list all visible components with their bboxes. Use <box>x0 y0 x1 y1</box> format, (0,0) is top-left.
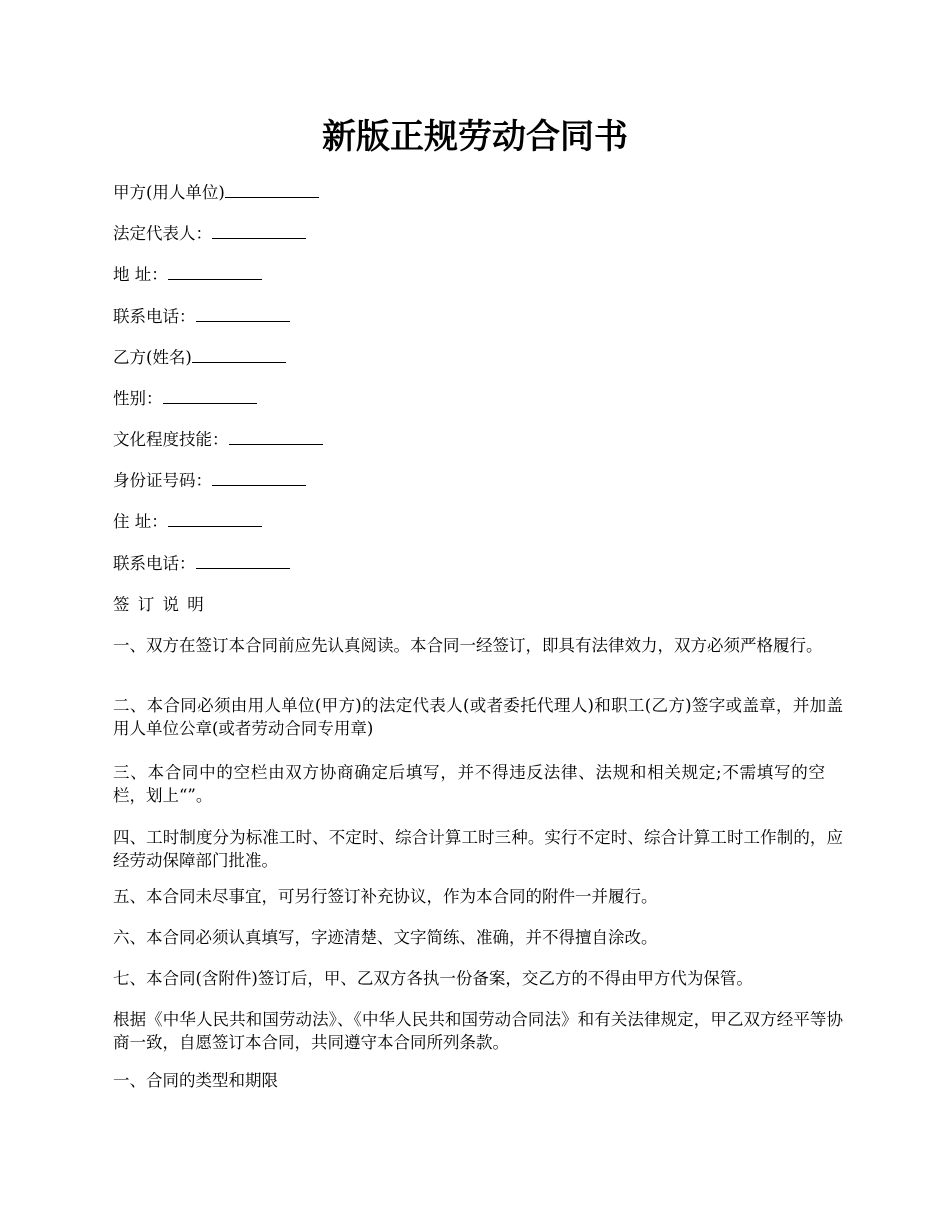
signing-heading: 签订说明 <box>113 595 212 614</box>
field-address-a <box>113 263 843 286</box>
fill-blank <box>225 182 319 198</box>
preamble: 根据《中华人民共和国劳动法》、《中华人民共和国劳动合同法》和有关法律规定，甲乙双方经平等协商一致，自愿签订本合同，共同遵守本合同所列条款。 <box>113 1010 843 1052</box>
fill-blank <box>168 264 262 280</box>
field-label: 性别： <box>113 389 163 408</box>
instruction-6: 六、本合同必须认真填写，字迹清楚、文字简练、准确，并不得擅自涂改。 <box>113 928 658 947</box>
field-label: 法定代表人： <box>113 224 212 243</box>
fill-blank <box>229 429 323 445</box>
field-education <box>113 428 843 451</box>
field-label: 联系电话： <box>113 554 196 573</box>
field-label: 乙方(姓名) <box>113 348 192 367</box>
field-label: 地 址： <box>113 265 168 284</box>
field-party-b <box>113 346 843 369</box>
section-heading-1: 一、合同的类型和期限 <box>113 1071 278 1090</box>
fill-blank <box>196 306 290 322</box>
fill-blank <box>196 553 290 569</box>
document-title: 新版正规劳动合同书 <box>322 117 628 157</box>
field-label: 身份证号码： <box>113 471 212 490</box>
field-label: 住 址： <box>113 512 168 531</box>
field-legal-representative <box>113 222 843 245</box>
instruction-1: 一、双方在签订本合同前应先认真阅读。本合同一经签订，即具有法律效力，双方必须严格履行。 <box>113 636 823 655</box>
field-address-b <box>113 510 843 533</box>
instruction-4: 四、工时制度分为标准工时、不定时、综合计算工时三种。实行不定时、综合计算工时工作制的，应经劳动保障部门批准。 <box>113 828 843 870</box>
fill-blank <box>212 470 306 486</box>
fill-blank <box>192 347 286 363</box>
instruction-3: 三、本合同中的空栏由双方协商确定后填写，并不得违反法律、法规和相关规定;不需填写的空栏，划上“”。 <box>113 763 825 805</box>
field-id-number <box>113 469 843 492</box>
field-party-a <box>113 181 843 204</box>
field-phone-b <box>113 552 843 575</box>
fill-blank <box>168 511 262 527</box>
instruction-5: 五、本合同未尽事宜，可另行签订补充协议，作为本合同的附件一并履行。 <box>113 887 658 906</box>
instruction-2: 二、本合同必须由用人单位(甲方)的法定代表人(或者委托代理人)和职工(乙方)签字或盖章，并加盖用人单位公章(或者劳动合同专用章) <box>113 696 843 738</box>
field-phone-a <box>113 305 843 328</box>
fill-blank <box>163 388 257 404</box>
instruction-7: 七、本合同(含附件)签订后，甲、乙双方各执一份备案，交乙方的不得由甲方代为保管。 <box>113 969 753 988</box>
field-label: 联系电话： <box>113 307 196 326</box>
fill-blank <box>212 223 306 239</box>
field-gender <box>113 387 843 410</box>
field-label: 甲方(用人单位) <box>113 183 225 202</box>
field-label: 文化程度技能： <box>113 430 229 449</box>
